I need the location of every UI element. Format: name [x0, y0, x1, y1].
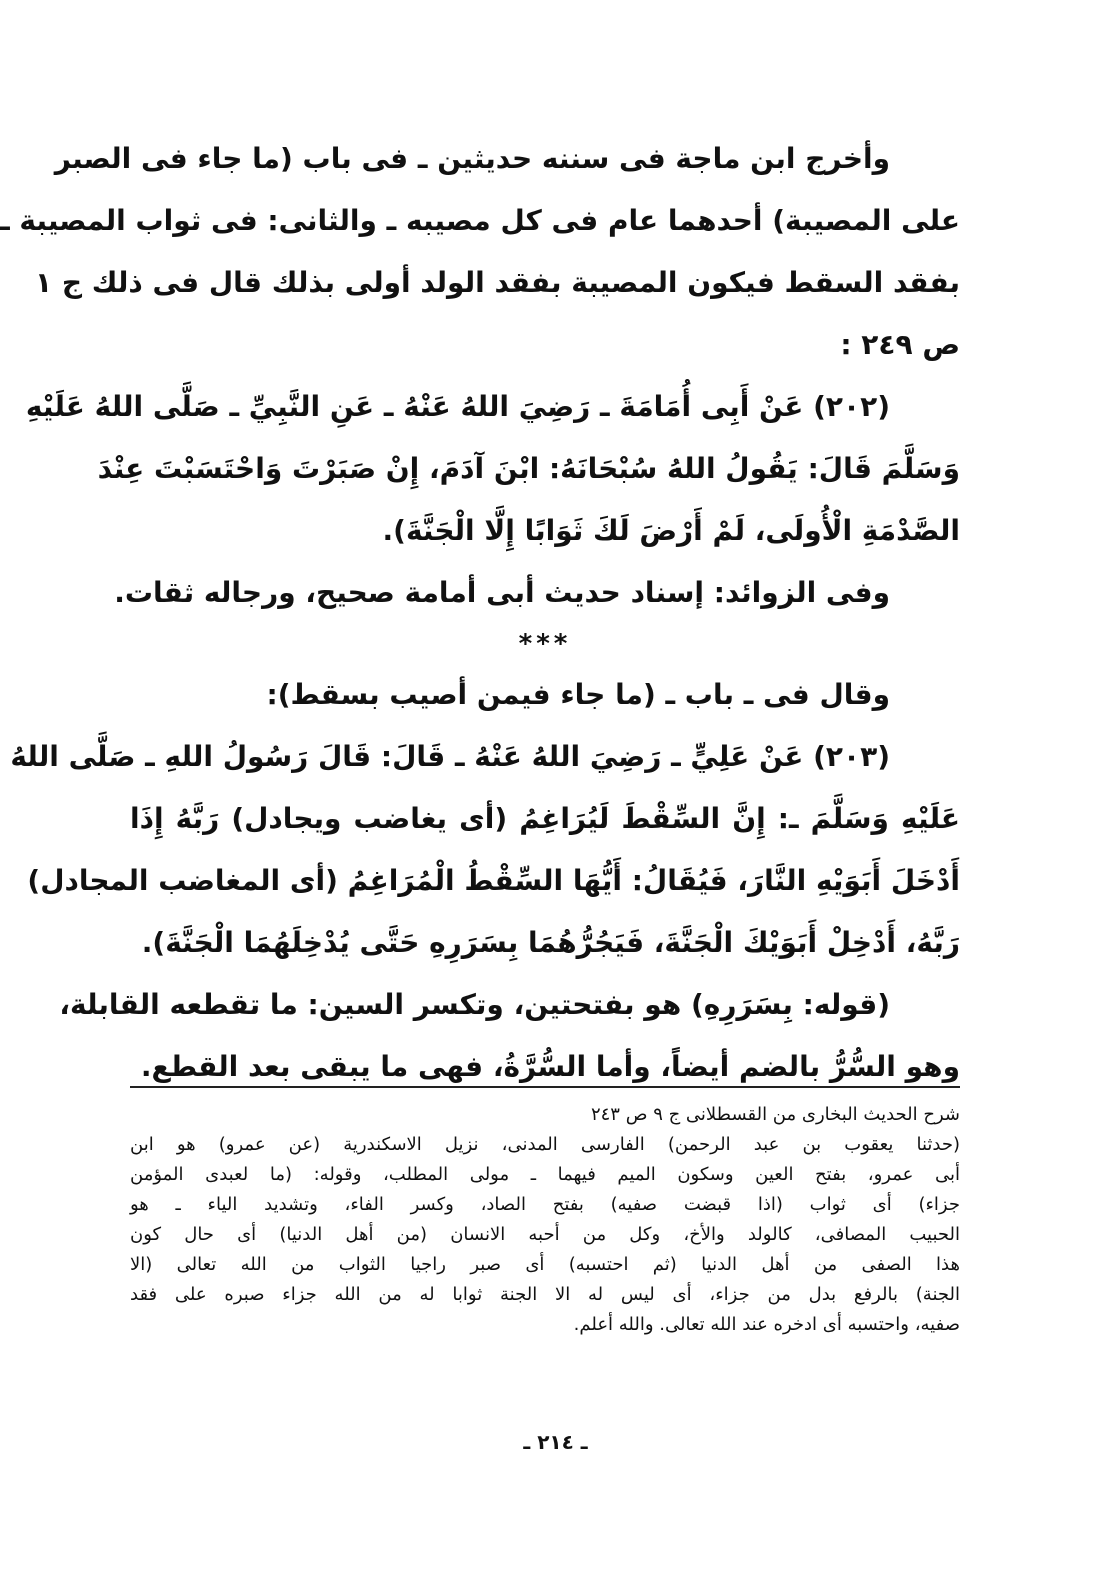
footnote-line: شرح الحديث البخارى من القسطلانى ج ٩ ص ٢٤٣ [590, 1104, 960, 1125]
footnotes [130, 1100, 960, 1340]
paragraph-line: وأخرج ابن ماجة فى سننه حديثين ـ فى باب (ما جاء فى الصبر [54, 142, 890, 175]
hadith-203-line: أَدْخَلَ أَبَوَيْهِ النَّارَ، فَيُقَالُ: أَيُّهَا السِّقْطُ الْمُرَاغِمُ (أى المغاضب المجادل) [27, 864, 960, 897]
chapter-heading-line: وقال فى ـ باب ـ (ما جاء فيمن أصيب بسقط): [266, 678, 890, 711]
footnote-divider [130, 1086, 960, 1088]
footnote-line: هذا الصفى من أهل الدنيا (ثم احتسبه) أى صبر راجيا الثواب من الله تعالى (الا [130, 1254, 960, 1275]
hadith-202-line: الصَّدْمَةِ الْأُولَى، لَمْ أَرْضَ لَكَ ثَوَابًا إِلَّا الْجَنَّةَ). [382, 514, 960, 547]
footnote-line: جزاء) أى ثواب (اذا قبضت صفيه) بفتح الصاد، وكسر الفاء، وتشديد الياء ـ هو [130, 1194, 960, 1215]
hadith-203-line: (٢٠٣) عَنْ عَلِيٍّ ـ رَضِيَ اللهُ عَنْهُ ـ قَالَ: قَالَ رَسُولُ اللهِ ـ صَلَّى اللهُ [10, 740, 890, 773]
footnote-line: أبى عمرو، بفتح العين وسكون الميم فيهما ـ مولى المطلب، وقوله: (ما لعبدى المؤمن [130, 1164, 960, 1185]
hadith-202-line: وَسَلَّمَ قَالَ: يَقُولُ اللهُ سُبْحَانَهُ: ابْنَ آدَمَ، إِنْ صَبَرْتَ وَاحْتَسَبْتَ عِنْدَ [97, 452, 960, 485]
section-separator: *** [518, 629, 572, 659]
main-text [0, 128, 960, 1098]
paragraph-line: على المصيبة) أحدهما عام فى كل مصيبه ـ والثانى: فى ثواب المصيبة ـ [0, 204, 960, 237]
footnote-line: (حدثنا يعقوب بن عبد الرحمن) الفارسى المدنى، نزيل الاسكندرية (عن عمرو) هو ابن [130, 1134, 960, 1155]
explanation-line: (قوله: بِسَرَرِهِ) هو بفتحتين، وتكسر السين: ما تقطعه القابلة، [59, 988, 890, 1021]
paragraph-line: بفقد السقط فيكون المصيبة بفقد الولد أولى بذلك قال فى ذلك ج ١ [34, 266, 960, 299]
zawaid-note-line: وفى الزوائد: إسناد حديث أبى أمامة صحيح، ورجاله ثقات. [114, 576, 890, 609]
paragraph-line: ص ٢٤٩ : [840, 328, 960, 361]
hadith-203-line: رَبَّهُ، أَدْخِلْ أَبَوَيْكَ الْجَنَّةَ، فَيَجُرُّهُمَا بِسَرَرِهِ حَتَّى يُدْخِلَهُمَا الْجَنَّةَ). [141, 926, 960, 959]
hadith-202-line: (٢٠٢) عَنْ أَبِى أُمَامَةَ ـ رَضِيَ اللهُ عَنْهُ ـ عَنِ النَّبِيِّ ـ صَلَّى اللهُ عَلَيْهِ [25, 390, 890, 423]
hadith-203-line: عَلَيْهِ وَسَلَّمَ ـ: إِنَّ السِّقْطَ لَيُرَاغِمُ (أى يغاضب ويجادل) رَبَّهُ إِذَا [130, 802, 960, 835]
footnote-line: الجنة) بالرفع بدل من جزاء، أى ليس له الا الجنة ثوابا له من الله جزاء صبره على فقد [130, 1284, 960, 1305]
footnote-line: الحبيب المصافى، كالولد والأخ، وكل من أحبه الانسان (من أهل الدنيا) أى حال كون [130, 1224, 960, 1245]
page-number: ـ ٢١٤ ـ [523, 1430, 588, 1454]
footnote-line: صفيه، واحتسبه أى ادخره عند الله تعالى. والله أعلم. [573, 1314, 960, 1335]
explanation-line: وهو السُّرُّ بالضم أيضاً، وأما السُّرَّةُ، فهى ما يبقى بعد القطع. [140, 1050, 960, 1083]
